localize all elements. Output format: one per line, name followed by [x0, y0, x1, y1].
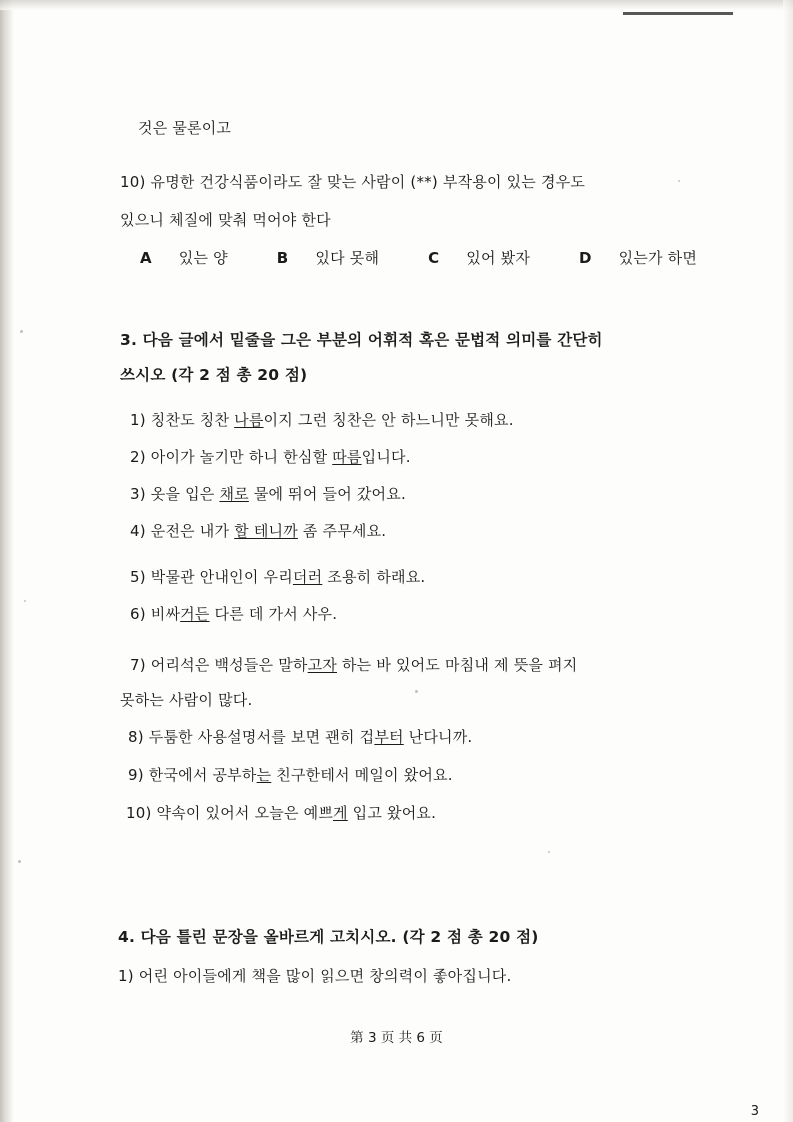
question-10-line2: 있으니 체질에 맞춰 먹어야 한다	[120, 211, 331, 229]
item-pre: 박물관 안내인이 우리	[150, 568, 293, 586]
choice-d-label: D	[579, 249, 592, 267]
item-post: 물에 뛰어 들어 갔어요.	[248, 485, 406, 503]
item-number: 5)	[130, 568, 146, 586]
choice-d-text: 있는가 하면	[618, 249, 698, 267]
choice-b	[277, 249, 401, 267]
item-number: 2)	[130, 448, 146, 466]
question-10-text-after: ) 부작용이 있는 경우도	[431, 173, 586, 191]
section-3-item-4	[130, 521, 386, 541]
choice-a-text: 있는 양	[178, 249, 228, 267]
item-underlined: 부터	[374, 728, 404, 746]
item-number: 10)	[126, 804, 152, 822]
section-3-heading-line1: 3. 다음 글에서 밑줄을 그은 부분의 어휘적 혹은 문법적 의미를 간단히	[120, 331, 603, 349]
item-pre: 약속이 있어서 오늘은 예쁘	[156, 804, 334, 822]
section-4-heading: 4. 다음 틀린 문장을 올바르게 고치시오. (각 2 점 총 20 점)	[118, 928, 539, 946]
item-post: 이지 그런 칭찬은 안 하느니만 못해요.	[263, 411, 514, 429]
item-post: 난다니까.	[403, 728, 473, 746]
item-pre: 운전은 내가	[150, 522, 235, 540]
choice-a-label: A	[140, 249, 152, 267]
choice-b-text: 있다 못해	[315, 249, 380, 267]
page-number: 3	[750, 1104, 759, 1119]
section-3-item-3	[130, 484, 406, 504]
item-underlined: 고자	[307, 656, 337, 674]
question-10-blank: **	[416, 173, 432, 191]
item-text: 어린 아이들에게 책을 많이 읽으면 창의력이 좋아집니다.	[138, 967, 512, 985]
section-3-item-6	[130, 604, 337, 624]
choice-a	[140, 249, 250, 267]
item-pre: 두툼한 사용설명서를 보면 괜히 겁	[148, 728, 375, 746]
item-post: 하는 바 있어도 마침내 제 뜻을 펴지	[337, 656, 578, 674]
item-pre: 비싸	[150, 605, 181, 623]
section-3-item-7-line2: 못하는 사람이 많다.	[120, 691, 253, 709]
item-number: 8)	[128, 728, 144, 746]
item-post: 다른 데 가서 사우.	[209, 605, 338, 623]
item-number: 6)	[130, 605, 146, 623]
section-3-item-5	[130, 567, 425, 587]
item-underlined: 게	[333, 804, 348, 822]
question-10-text-before: 유명한 건강식품이라도 잘 맞는 사람이 (	[150, 173, 417, 191]
item-pre: 아이가 놀기만 하니 한심할	[150, 448, 333, 466]
item-underlined: 거든	[180, 605, 210, 623]
item-pre: 어리석은 백성들은 말하	[150, 656, 308, 674]
item-number: 1)	[118, 967, 134, 985]
item-underlined: 더러	[292, 568, 323, 586]
section-3-item-9	[128, 765, 453, 785]
choice-c-label: C	[428, 249, 440, 267]
section-3-item-1	[130, 410, 514, 430]
question-10-choices	[140, 248, 741, 268]
choice-c	[428, 249, 552, 267]
choice-d	[579, 249, 719, 267]
item-pre: 칭찬도 칭찬	[150, 411, 235, 429]
section-4-item-1	[118, 966, 511, 986]
section-3-item-10	[126, 803, 436, 823]
item-underlined: 는	[256, 766, 272, 784]
item-post: 친구한테서 메일이 왔어요.	[271, 766, 453, 784]
question-10-line1	[120, 172, 585, 192]
item-number: 4)	[130, 522, 146, 540]
item-number: 1)	[130, 411, 146, 429]
item-number: 3)	[130, 485, 146, 503]
item-pre: 옷을 입은	[150, 485, 220, 503]
item-underlined: 할 테니까	[234, 522, 298, 540]
section-3-item-8	[128, 727, 472, 747]
item-post: 입고 왔어요.	[347, 804, 437, 822]
item-number: 7)	[130, 656, 146, 674]
item-post: 좀 주무세요.	[297, 522, 387, 540]
question-10-number: 10)	[120, 173, 146, 191]
item-pre: 한국에서 공부하	[148, 766, 257, 784]
section-3-item-2	[130, 447, 411, 467]
choice-c-text: 있어 봤자	[466, 249, 531, 267]
item-underlined: 나름	[234, 411, 264, 429]
carryover-text: 것은 물론이고	[138, 119, 232, 137]
item-number: 9)	[128, 766, 144, 784]
item-underlined: 따름	[332, 448, 362, 466]
item-post: 조용히 하래요.	[322, 568, 426, 586]
item-underlined: 채로	[219, 485, 249, 503]
section-3-heading-line2: 쓰시오 (각 2 점 총 20 점)	[120, 366, 308, 384]
item-post: 입니다.	[361, 448, 411, 466]
choice-b-label: B	[276, 249, 289, 267]
footer-page-indicator: 第 3 页 共 6 页	[350, 1030, 443, 1046]
section-3-item-7-line1	[130, 655, 577, 675]
